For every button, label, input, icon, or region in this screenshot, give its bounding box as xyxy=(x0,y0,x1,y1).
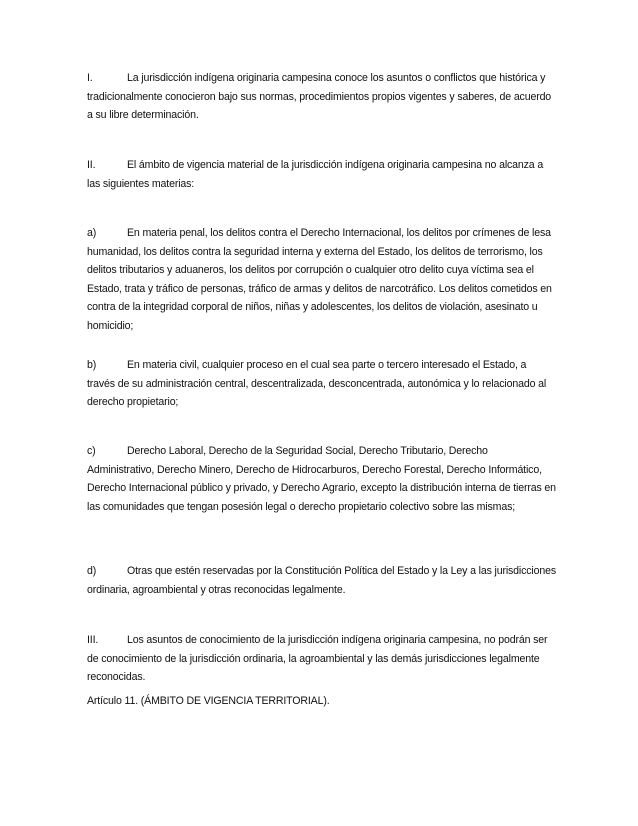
item-text: En materia civil, cualquier proceso en el cual sea parte o tercero interesado el Estado, a través de su administración central, descentralizada, desconcentrada, autonómica y lo relacionado al derecho propietario; xyxy=(87,359,547,409)
item-text: Derecho Laboral, Derecho de la Seguridad Social, Derecho Tributario, Derecho Administrativo, Derecho Minero, Derecho de Hidrocarburos, Derecho Forestal, Derecho Informático, Derecho Internacional público y privado, y Derecho Agrario, excepto la distribución interna de tierras en las comunidades que tengan posesión legal o derecho propietario colectivo sobre las mismas; xyxy=(87,445,556,513)
item-text: En materia penal, los delitos contra el Derecho Internacional, los delitos por crímenes de lesa humanidad, los delitos contra la seguridad interna y externa del Estado, los delitos de terrorismo, los delitos tributarios y aduaneros, los delitos por corrupción o cualquier otro delito cuya víctima sea el Estado, trata y tráfico de personas, tráfico de armas y delitos de narcotráfico. Los delitos cometidos en contra de la integridad corporal de niños, niñas y adolescentes, los delitos de violación, asesinato u homicidio; xyxy=(87,227,552,332)
section-text: Los asuntos de conocimiento de la jurisdicción indígena originaria campesina, no podrán ser de conocimiento de la jurisdicción ordinaria, la agroambiental y las demás jurisdicciones legalmente reconocidas. xyxy=(87,634,548,684)
item-b xyxy=(87,356,557,412)
section-iii xyxy=(87,631,557,687)
item-marker: d) xyxy=(87,565,97,577)
section-i xyxy=(87,69,557,125)
item-d xyxy=(87,562,557,599)
section-text: La jurisdicción indígena originaria campesina conoce los asuntos o conflictos que histórica y tradicionalmente conocieron bajo sus normas, procedimientos propios vigentes y saberes, de acuerdo a su libre determinación. xyxy=(87,72,552,122)
item-text: Otras que estén reservadas por la Constitución Política del Estado y la Ley a las jurisdicciones ordinaria, agroambiental y otras reconocidas legalmente. xyxy=(87,565,557,596)
section-text: El ámbito de vigencia material de la jurisdicción indígena originaria campesina no alcanza a las siguientes materias: xyxy=(87,159,544,190)
item-marker: a) xyxy=(87,227,97,239)
article-heading: Artículo 11. (ÁMBITO DE VIGENCIA TERRITORIAL). xyxy=(87,695,330,707)
item-a xyxy=(87,224,557,336)
item-c xyxy=(87,442,557,516)
section-ii xyxy=(87,156,557,193)
section-marker: III. xyxy=(87,634,99,646)
item-marker: c) xyxy=(87,445,96,457)
item-marker: b) xyxy=(87,359,97,371)
section-marker: II. xyxy=(87,159,96,171)
section-marker: I. xyxy=(87,72,93,84)
